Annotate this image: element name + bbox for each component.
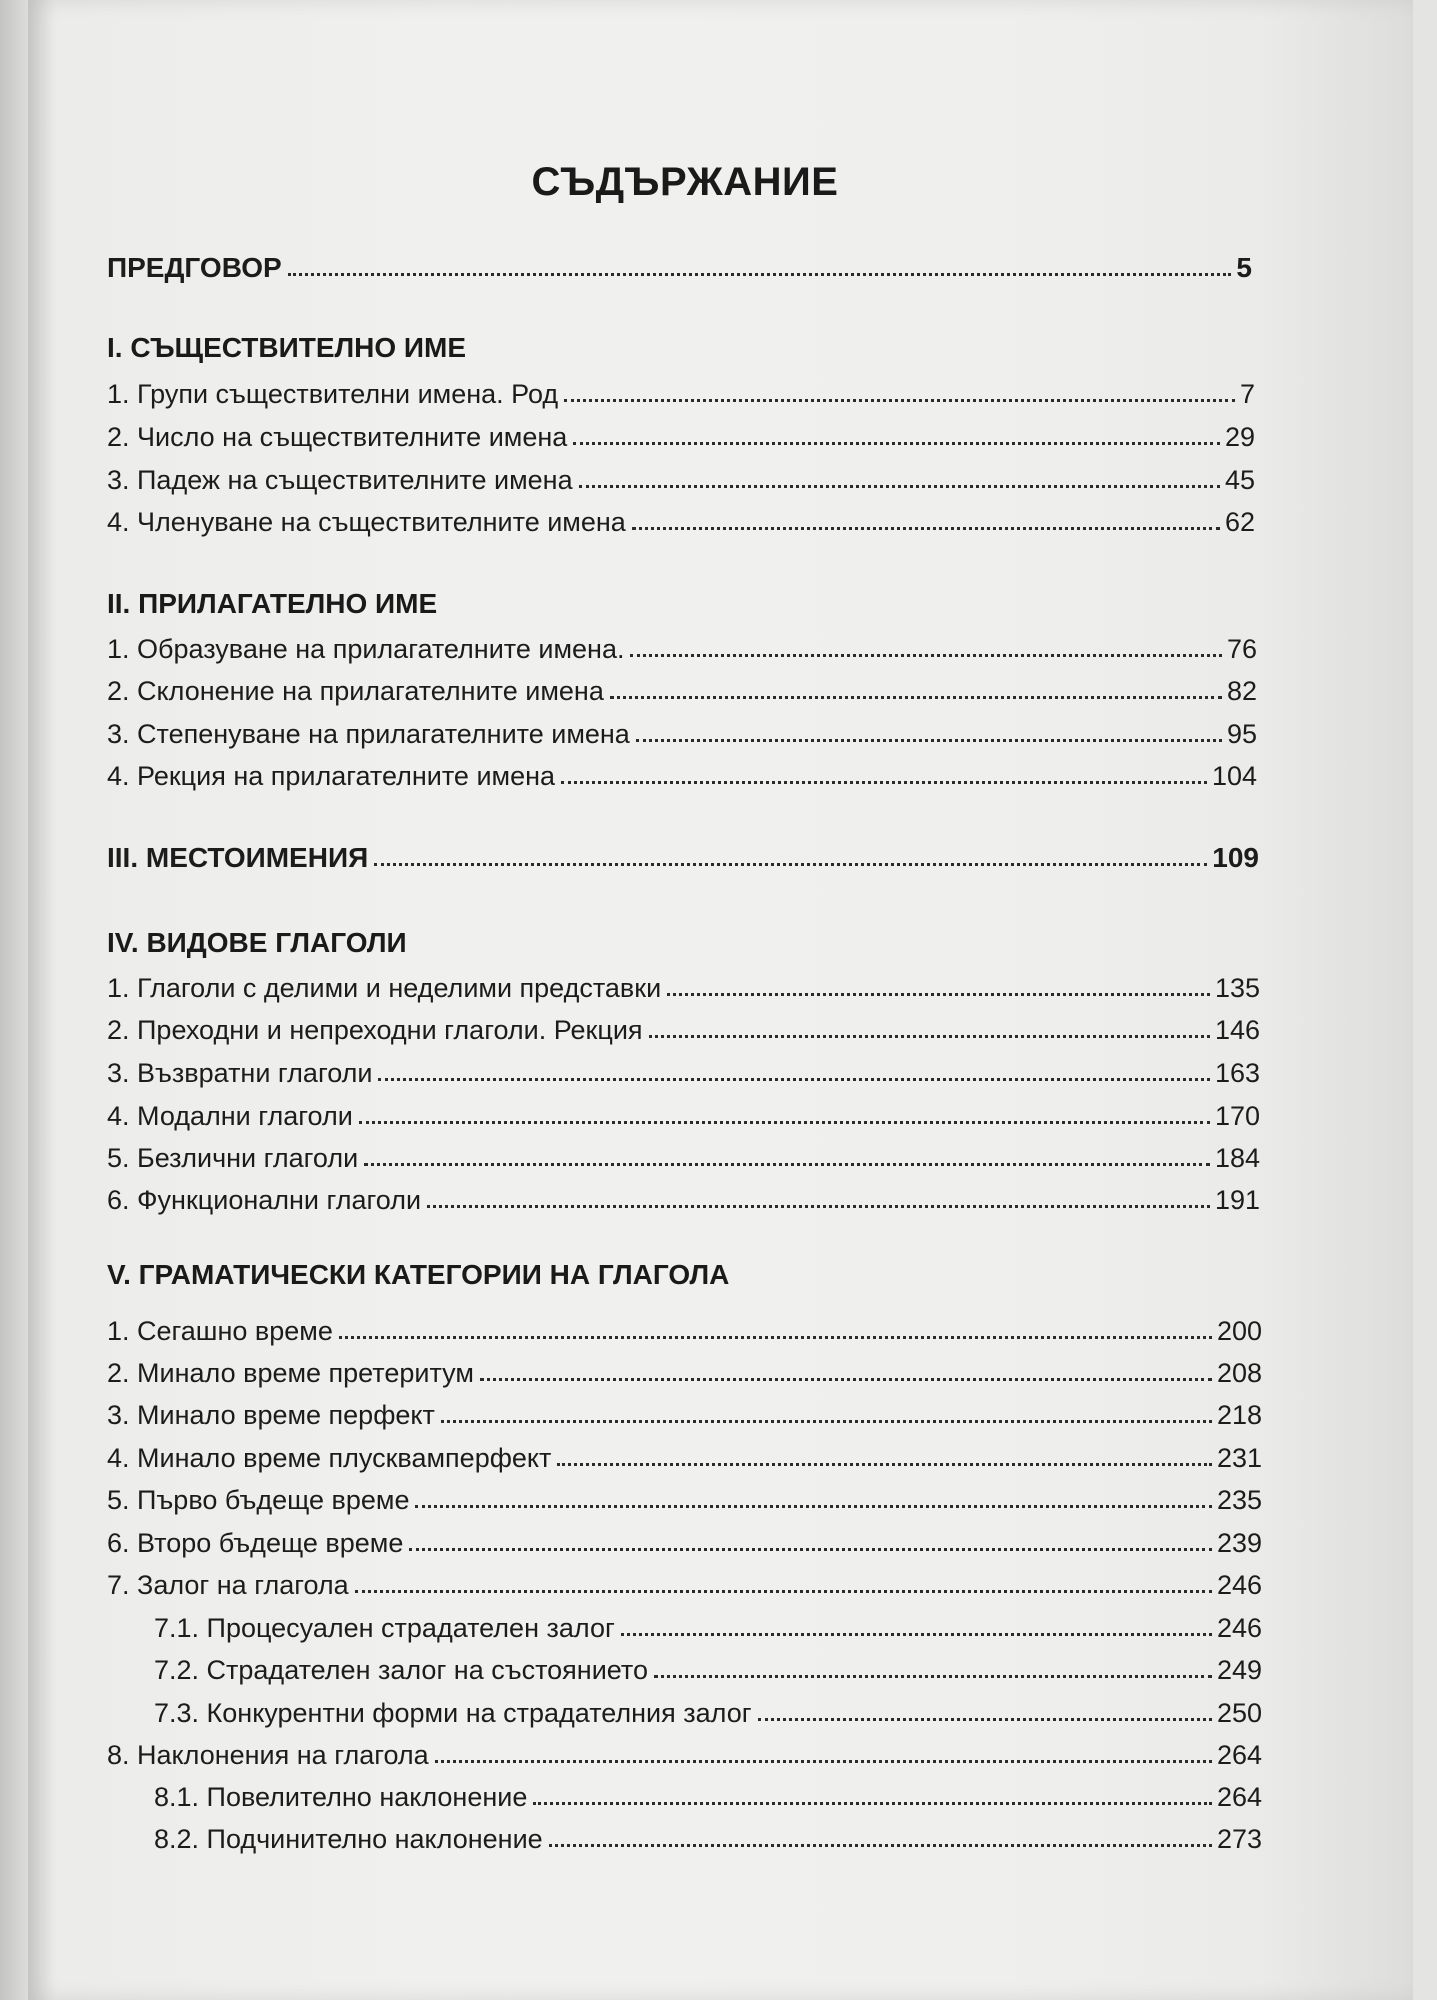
toc-entry-label: 7. Залог на глагола <box>107 1570 349 1600</box>
leader-dots <box>667 993 1210 996</box>
leader-dots <box>374 863 1207 866</box>
toc-entry-label: 8.2. Подчинително наклонение <box>154 1824 543 1854</box>
toc-entry <box>107 1735 1262 1771</box>
toc-entry-pronouns <box>107 838 1259 874</box>
leader-dots <box>339 1336 1212 1339</box>
toc-entry <box>107 1138 1260 1174</box>
toc-entry-page: 249 <box>1216 1655 1262 1685</box>
toc-entry <box>107 1565 1262 1601</box>
toc-entry-label: 3. Падеж на съществителните имена <box>107 465 573 495</box>
toc-entry-page: 7 <box>1239 379 1255 409</box>
leader-dots <box>533 1802 1212 1805</box>
toc-entry <box>107 1438 1262 1474</box>
toc-entry-page: 109 <box>1212 842 1259 873</box>
leader-dots <box>288 273 1232 276</box>
leader-dots <box>441 1420 1212 1423</box>
toc-subentry <box>154 1819 1262 1855</box>
toc-entry <box>107 1010 1260 1046</box>
toc-entry-page: 104 <box>1211 761 1257 791</box>
toc-entry-label: 1. Групи съществителни имена. Род <box>107 379 559 409</box>
toc-entry-label: 6. Функционални глаголи <box>107 1185 422 1215</box>
toc-title: СЪДЪРЖАНИЕ <box>531 160 839 204</box>
toc-entry-label: 6. Второ бъдеще време <box>107 1528 404 1558</box>
toc-entry <box>107 502 1255 538</box>
leader-dots <box>557 1463 1212 1466</box>
toc-entry-page: 62 <box>1224 507 1255 537</box>
toc-entry-label: 2. Число на съществителните имена <box>107 422 568 452</box>
toc-entry <box>107 1096 1260 1132</box>
toc-entry <box>107 1311 1262 1347</box>
toc-entry <box>107 756 1257 792</box>
toc-entry <box>107 968 1260 1004</box>
toc-entry <box>107 671 1257 707</box>
toc-entry-label: 5. Първо бъдеще време <box>107 1485 410 1515</box>
section-heading-noun: I. СЪЩЕСТВИТЕЛНО ИМЕ <box>107 332 467 363</box>
leader-dots <box>632 527 1220 530</box>
toc-entry <box>107 1480 1262 1516</box>
toc-entry-page: 273 <box>1216 1824 1262 1854</box>
toc-entry-label: ПРЕДГОВОР <box>107 252 282 283</box>
leader-dots <box>654 1675 1212 1678</box>
toc-entry-label: 8.1. Повелително наклонение <box>154 1782 528 1812</box>
leader-dots <box>427 1205 1210 1208</box>
section-heading-verb-types: IV. ВИДОВЕ ГЛАГОЛИ <box>107 927 407 958</box>
toc-entry-page: 5 <box>1236 252 1252 283</box>
toc-entry-page: 45 <box>1224 465 1255 495</box>
toc-entry-page: 76 <box>1226 634 1257 664</box>
toc-entry-label: 3. Степенуване на прилагателните имена <box>107 719 630 749</box>
toc-entry-label: 7.1. Процесуален страдателен залог <box>154 1613 615 1643</box>
leader-dots <box>649 1035 1210 1038</box>
leader-dots <box>579 485 1220 488</box>
toc-entry <box>107 1053 1260 1089</box>
section-heading-verb-categories: V. ГРАМАТИЧЕСКИ КАТЕГОРИИ НА ГЛАГОЛА <box>107 1259 730 1290</box>
toc-entry <box>107 629 1257 665</box>
toc-entry-page: 82 <box>1226 676 1257 706</box>
toc-entry-page: 200 <box>1216 1316 1262 1346</box>
toc-entry-page: 264 <box>1216 1782 1262 1812</box>
toc-entry-page: 246 <box>1216 1613 1262 1643</box>
toc-entry-page: 239 <box>1216 1528 1262 1558</box>
toc-entry <box>107 1395 1262 1431</box>
leader-dots <box>573 442 1220 445</box>
leader-dots <box>561 781 1207 784</box>
toc-entry-label: 4. Рекция на прилагателните имена <box>107 761 556 791</box>
toc-entry-label: 1. Глаголи с делими и неделими представки <box>107 973 662 1003</box>
leader-dots <box>415 1505 1211 1508</box>
toc-entry-page: 250 <box>1216 1698 1262 1728</box>
toc-subentry <box>154 1608 1262 1644</box>
toc-subentry <box>154 1777 1262 1813</box>
toc-entry-page: 95 <box>1226 719 1257 749</box>
toc-entry <box>107 1523 1262 1559</box>
toc-entry-label: 7.3. Конкурентни форми на страдателния залог <box>154 1698 752 1728</box>
toc-entry-label: 8. Наклонения на глагола <box>107 1740 429 1770</box>
toc-entry-label: 4. Модални глаголи <box>107 1101 353 1131</box>
leader-dots <box>610 696 1222 699</box>
leader-dots <box>621 1633 1212 1636</box>
toc-entry-page: 184 <box>1214 1143 1260 1173</box>
leader-dots <box>480 1378 1212 1381</box>
leader-dots <box>355 1590 1212 1593</box>
toc-entry-page: 163 <box>1214 1058 1260 1088</box>
leader-dots <box>630 654 1221 657</box>
leader-dots <box>409 1548 1212 1551</box>
leader-dots <box>435 1760 1212 1763</box>
toc-entry-label: 3. Възвратни глаголи <box>107 1058 373 1088</box>
toc-entry-page: 146 <box>1214 1015 1260 1045</box>
toc-entry <box>107 1353 1262 1389</box>
toc-entry-label: III. МЕСТОИМЕНИЯ <box>107 842 369 873</box>
toc-entry-label: 1. Сегашно време <box>107 1316 333 1346</box>
toc-entry-page: 135 <box>1214 973 1260 1003</box>
toc-entry-page: 191 <box>1214 1185 1260 1215</box>
toc-entry <box>107 1180 1260 1216</box>
toc-entry-label: 1. Образуване на прилагателните имена. <box>107 634 625 664</box>
toc-entry-label: 7.2. Страдателен залог на състоянието <box>154 1655 648 1685</box>
toc-subentry <box>154 1650 1262 1686</box>
leader-dots <box>636 739 1222 742</box>
leader-dots <box>549 1844 1212 1847</box>
toc-entry-label: 5. Безлични глаголи <box>107 1143 359 1173</box>
toc-entry-page: 218 <box>1216 1400 1262 1430</box>
toc-entry-page: 231 <box>1216 1443 1262 1473</box>
toc-subentry <box>154 1693 1262 1729</box>
toc-entry-page: 29 <box>1224 422 1255 452</box>
toc-entry-preface <box>107 248 1252 284</box>
toc-entry-label: 4. Минало време плусквамперфект <box>107 1443 552 1473</box>
toc-entry-page: 208 <box>1216 1358 1262 1388</box>
leader-dots <box>564 399 1235 402</box>
toc-entry-page: 235 <box>1216 1485 1262 1515</box>
toc-entry <box>107 460 1255 496</box>
leader-dots <box>378 1078 1209 1081</box>
leader-dots <box>364 1163 1210 1166</box>
toc-entry <box>107 714 1257 750</box>
toc-entry-label: 2. Склонение на прилагателните имена <box>107 676 604 706</box>
toc-entry-page: 246 <box>1216 1570 1262 1600</box>
toc-entry-page: 264 <box>1216 1740 1262 1770</box>
toc-entry-label: 2. Преходни и непреходни глаголи. Рекция <box>107 1015 643 1045</box>
leader-dots <box>758 1718 1212 1721</box>
toc-entry-label: 2. Минало време претеритум <box>107 1358 474 1388</box>
toc-entry <box>107 374 1255 410</box>
section-heading-adjective: II. ПРИЛАГАТЕЛНО ИМЕ <box>107 588 438 619</box>
leader-dots <box>359 1121 1210 1124</box>
toc-entry <box>107 417 1255 453</box>
toc-entry-label: 3. Минало време перфект <box>107 1400 435 1430</box>
toc-entry-label: 4. Членуване на съществителните имена <box>107 507 626 537</box>
toc-entry-page: 170 <box>1214 1101 1260 1131</box>
